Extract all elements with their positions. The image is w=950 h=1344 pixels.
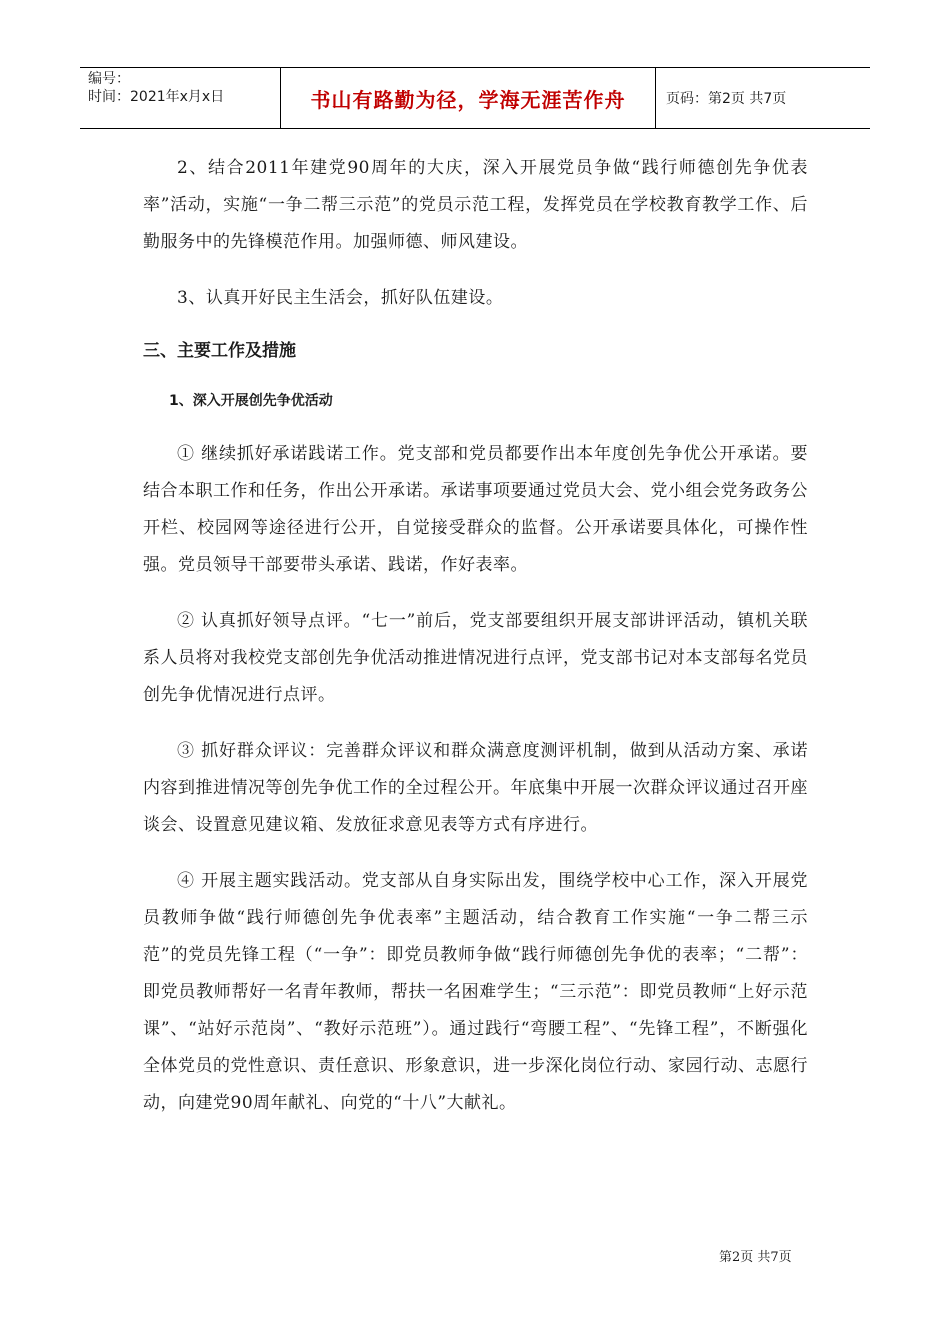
paragraph-goal-3: 3、认真开好民主生活会，抓好队伍建设。 xyxy=(177,288,504,308)
document-number: 编号： xyxy=(88,71,130,87)
header-meta xyxy=(80,68,281,128)
paragraph-item-1: ① 继续抓好承诺践诺工作。党支部和党员都要作出本年度创先争优公开承诺。要结合本职工作和任务，作出公开承诺。承诺事项要通过党员大会、党小组会党务政务公开栏、校园网等途径进行公开，自觉接受群众的监督。公开承诺要具体化，可操作性强。党员领导干部要带头承诺、践诺，作好表率。 xyxy=(143,444,808,575)
page-header xyxy=(80,67,870,129)
subsection-title: 1、深入开展创先争优活动 xyxy=(169,393,333,409)
header-page-code: 页码：第2页 共7页 xyxy=(666,91,787,107)
document-body xyxy=(143,150,808,1141)
paragraph-item-4: ④ 开展主题实践活动。党支部从自身实际出发，围绕学校中心工作，深入开展党员教师争做“践行师德创先争优表率”主题活动，结合教育工作实施“一争二帮三示范”的党员先锋工程（“一争”：即党员教师争做“践行师德创先争优的表率；“二帮”：即党员教师帮好一名青年教师，帮扶一名困难学生；“三示范”：即党员教师“上好示范课”、“站好示范岗”、“教好示范班”）。通过践行“弯腰工程”、“先锋工程”，不断强化全体党员的党性意识、责任意识、形象意识，进一步深化岗位行动、家园行动、志愿行动，向建党90周年献礼、向党的“十八”大献礼。 xyxy=(143,871,808,1113)
paragraph-goal-2: 2、结合2011年建党90周年的大庆，深入开展党员争做“践行师德创先争优表率”活动，实施“一争二帮三示范”的党员示范工程，发挥党员在学校教育教学工作、后勤服务中的先锋模范作用。加强师德、师风建设。 xyxy=(143,158,808,252)
paragraph-item-2: ② 认真抓好领导点评。“七一”前后，党支部要组织开展支部讲评活动，镇机关联系人员将对我校党支部创先争优活动推进情况进行点评，党支部书记对本支部每名党员创先争优情况进行点评。 xyxy=(143,611,808,705)
document-date: 时间：2021年x月x日 xyxy=(88,89,225,105)
paragraph-item-3: ③ 抓好群众评议：完善群众评议和群众满意度测评机制，做到从活动方案、承诺内容到推进情况等创先争优工作的全过程公开。年底集中开展一次群众评议通过召开座谈会、设置意见建议箱、发放征求意见表等方式有序进行。 xyxy=(143,741,808,835)
header-motto: 书山有路勤为径，学海无涯苦作舟 xyxy=(281,68,656,128)
page-footer: 第2页 共7页 xyxy=(719,1250,792,1265)
section-title: 三、主要工作及措施 xyxy=(143,341,296,361)
